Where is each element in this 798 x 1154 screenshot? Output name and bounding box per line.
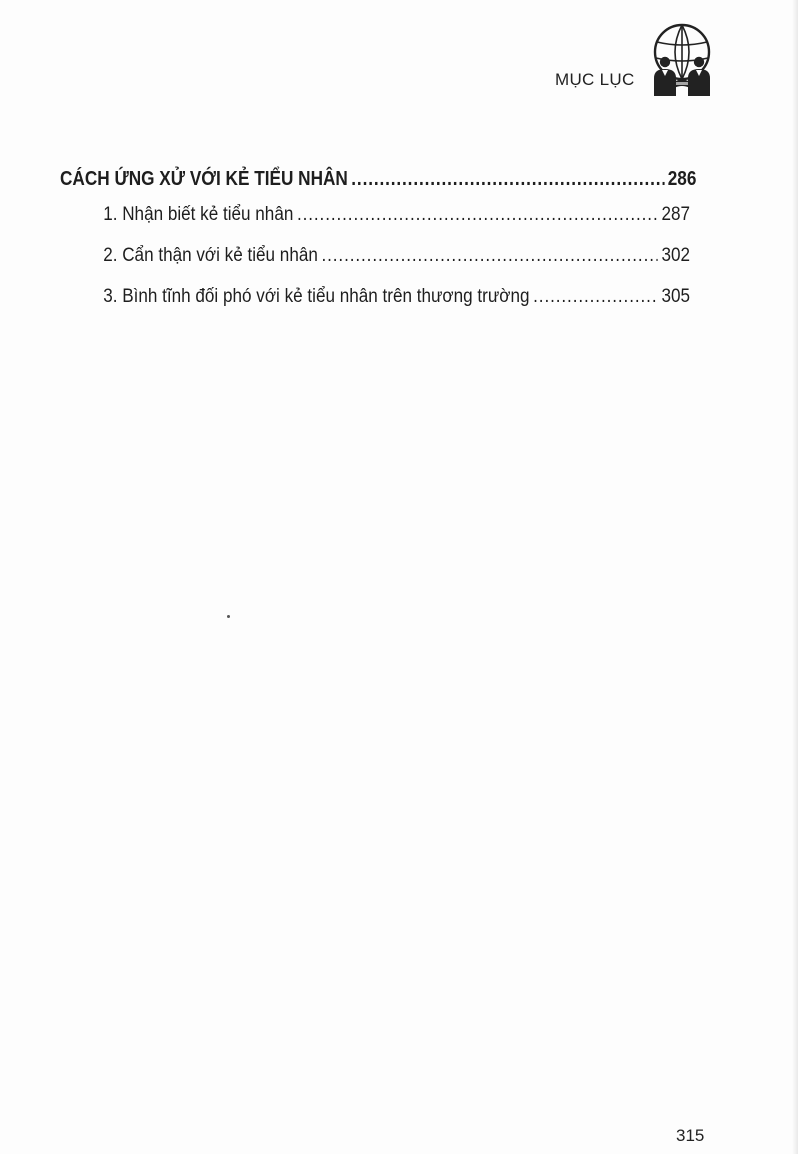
toc-chapter-label: CÁCH ỨNG XỬ VỚI KẺ TIỂU NHÂN — [60, 168, 348, 190]
dot-leader — [351, 168, 664, 191]
toc-chapter-heading — [60, 168, 696, 204]
toc-item-label: 2. Cẩn thận với kẻ tiểu nhân — [103, 245, 318, 266]
scan-speck — [227, 615, 230, 618]
toc-item-label: 1. Nhận biết kẻ tiểu nhân — [103, 204, 294, 225]
toc-item-page: 305 — [661, 286, 690, 307]
toc-item-page: 287 — [661, 204, 690, 225]
dot-leader — [533, 286, 658, 308]
page-number: 315 — [676, 1126, 705, 1145]
toc-item — [60, 286, 690, 327]
dot-leader — [297, 204, 658, 226]
toc-chapter-page: 286 — [667, 168, 697, 190]
table-of-contents — [60, 168, 696, 327]
toc-item-page: 302 — [661, 245, 690, 266]
running-header-title: MỤC LỤC — [555, 70, 635, 89]
dot-leader — [321, 245, 657, 267]
toc-item-label: 3. Bình tĩnh đối phó với kẻ tiểu nhân trên thương trường — [103, 286, 530, 307]
toc-item — [60, 204, 690, 245]
page-edge-shadow — [792, 0, 798, 1154]
globe-people-handshake-icon — [648, 22, 716, 98]
toc-item — [60, 245, 690, 286]
